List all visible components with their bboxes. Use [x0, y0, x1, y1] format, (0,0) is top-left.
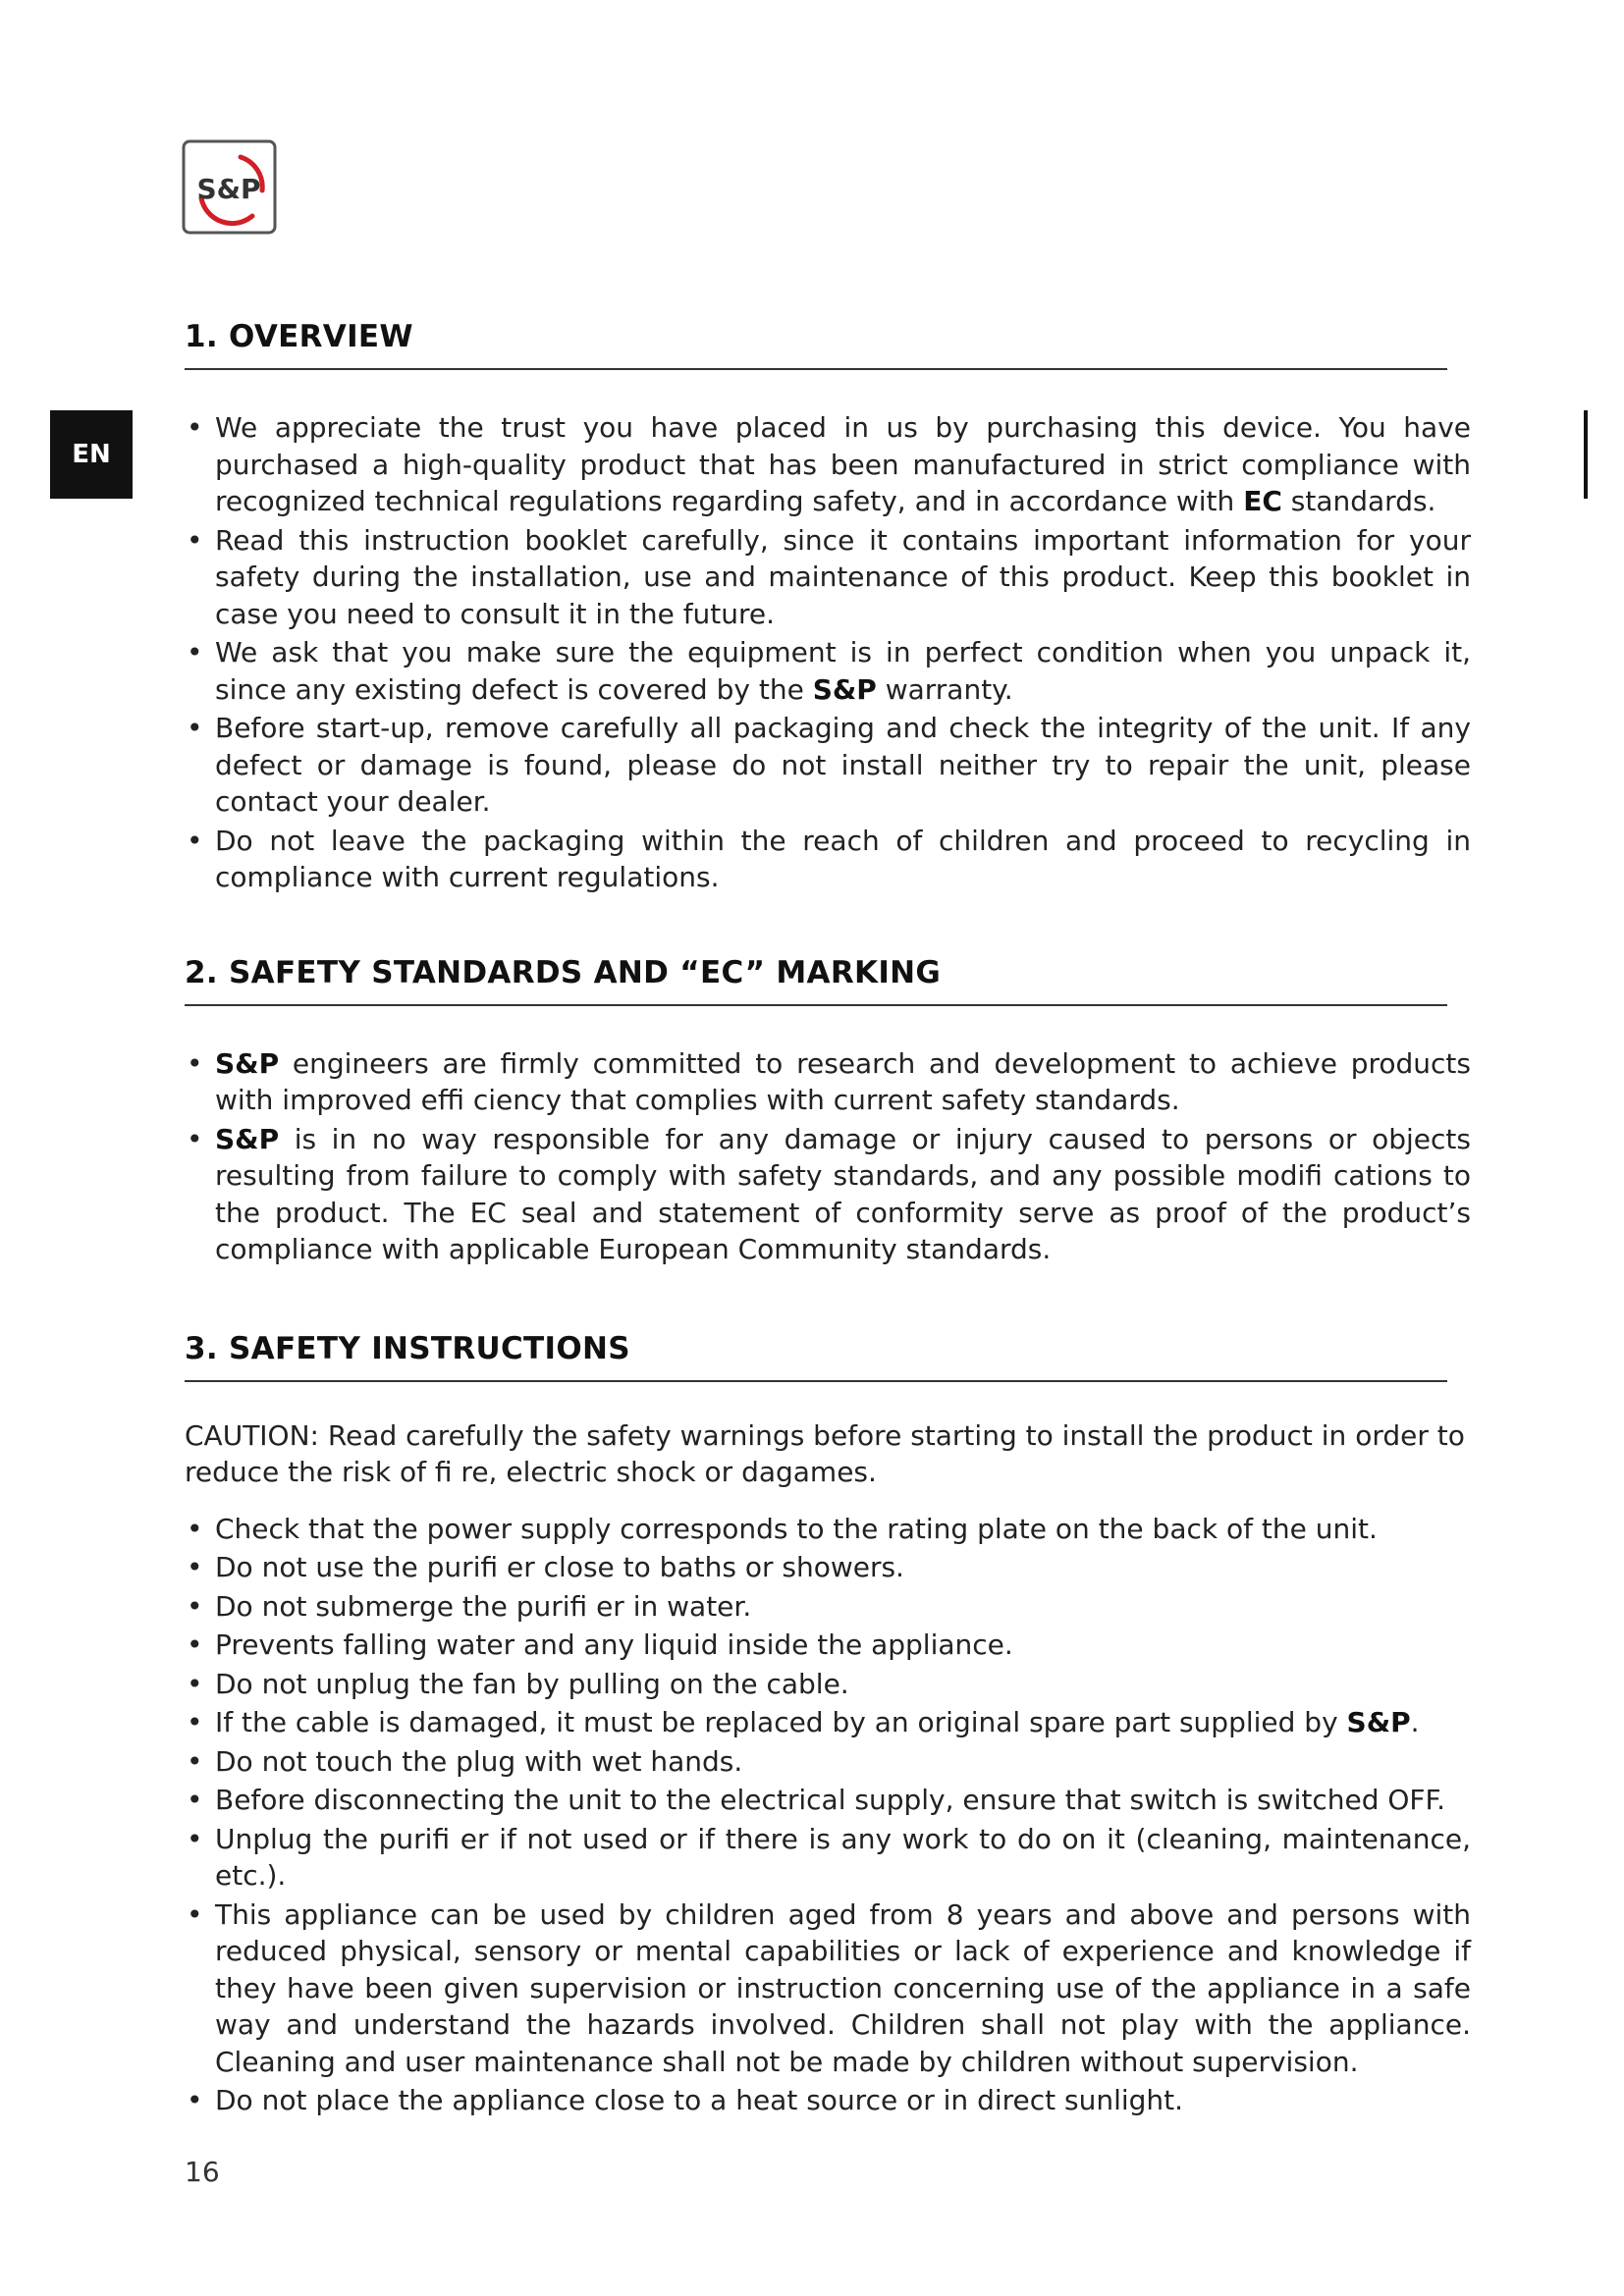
caution-text: CAUTION: Read carefully the safety warnings before starting to install the product in order to reduce the risk of fi re, electric shock or dagames. — [185, 1418, 1465, 1488]
section-overview — [185, 319, 1471, 896]
page-number: 16 — [185, 2156, 220, 2188]
list-item: • Check that the power supply corresponds to the rating plate on the back of the unit. — [185, 1511, 1471, 1548]
safety-instructions-list — [185, 1511, 1471, 2119]
sp-logo — [182, 139, 277, 235]
list-item: • We ask that you make sure the equipment is in perfect condition when you unpack it, since any existing defect is covered by the S&P warranty. — [185, 634, 1471, 708]
overview-list — [185, 409, 1471, 896]
section-safety-standards — [185, 955, 1471, 1268]
list-item: • S&P engineers are firmly committed to research and development to achieve products with improved effi ciency that complies with current safety standards. — [185, 1045, 1471, 1119]
list-item: • Do not place the appliance close to a heat source or in direct sunlight. — [185, 2082, 1471, 2119]
section-safety-instructions — [185, 1331, 1471, 2119]
language-tab: EN — [50, 410, 133, 499]
list-item: • If the cable is damaged, it must be replaced by an original spare part supplied by S&P. — [185, 1704, 1471, 1741]
list-item: • This appliance can be used by children aged from 8 years and above and persons with reduced physical, sensory or mental capabilities or lack of experience and knowledge if they have been given supervision or instruction concerning use of the appliance in a safe way and understand the hazards involved. Children shall not play with the appliance. Cleaning and user maintenance shall not be made by children without supervision. — [185, 1896, 1471, 2081]
list-item: • Before start-up, remove carefully all packaging and check the integrity of the unit. If any defect or damage is found, please do not install neither try to repair the unit, please contact your dealer. — [185, 710, 1471, 821]
list-item: • Unplug the purifi er if not used or if there is any work to do on it (cleaning, maintenance, etc.). — [185, 1821, 1471, 1895]
section-title-safety-standards: 2. SAFETY STANDARDS AND “EC” MARKING — [185, 955, 1447, 1006]
list-item: • Before disconnecting the unit to the electrical supply, ensure that switch is switched OFF. — [185, 1782, 1471, 1819]
list-item: • S&P is in no way responsible for any damage or injury caused to persons or objects resulting from failure to comply with safety standards, and any possible modifi cations to the product. The EC seal and statement of conformity serve as proof of the product’s compliance with applicable European Community standards. — [185, 1121, 1471, 1268]
list-item: • Do not touch the plug with wet hands. — [185, 1743, 1471, 1781]
list-item: • Prevents falling water and any liquid inside the appliance. — [185, 1627, 1471, 1664]
document-content — [185, 319, 1471, 2121]
safety-standards-list — [185, 1045, 1471, 1268]
section-title-safety-instructions: 3. SAFETY INSTRUCTIONS — [185, 1331, 1447, 1382]
logo-text: S&P — [196, 173, 261, 205]
sp-logo-icon — [182, 139, 277, 235]
list-item: • Read this instruction booklet carefully, since it contains important information for your safety during the installation, use and maintenance of this product. Keep this booklet in case you need to consult it in the future. — [185, 522, 1471, 633]
section-title-overview: 1. OVERVIEW — [185, 319, 1447, 370]
list-item: • We appreciate the trust you have placed in us by purchasing this device. You have purchased a high-quality product that has been manufactured in strict compliance with recognized technical regulations regarding safety, and in accordance with EC standards. — [185, 409, 1471, 520]
list-item: • Do not unplug the fan by pulling on the cable. — [185, 1666, 1471, 1703]
list-item: • Do not submerge the purifi er in water. — [185, 1588, 1471, 1626]
list-item: • Do not use the purifi er close to baths or showers. — [185, 1549, 1471, 1586]
list-item: • Do not leave the packaging within the reach of children and proceed to recycling in compliance with current regulations. — [185, 823, 1471, 896]
margin-bar — [1584, 410, 1588, 499]
